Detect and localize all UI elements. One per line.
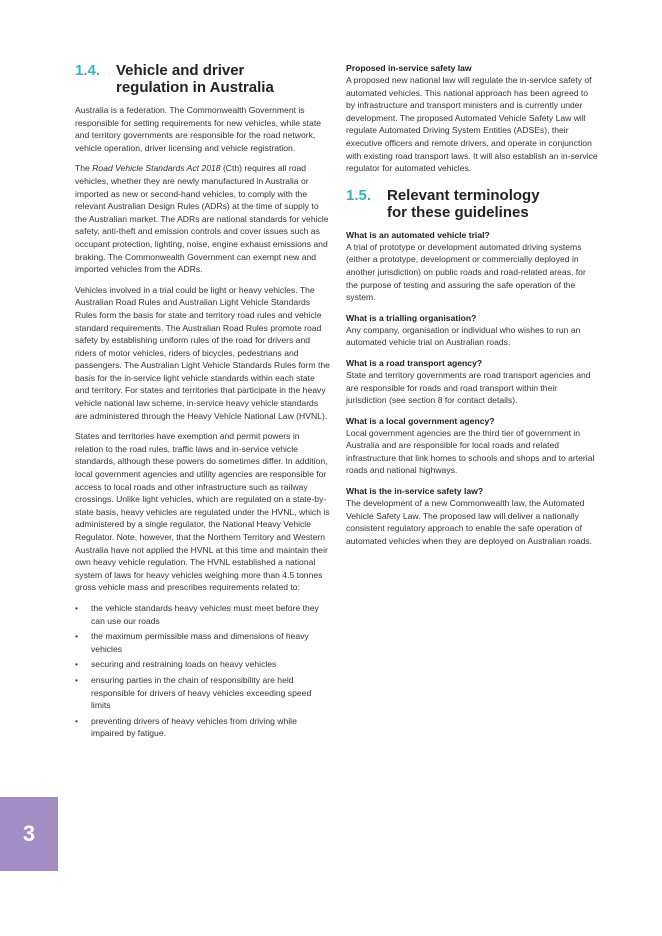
section-title-line: Vehicle and driver	[116, 62, 245, 79]
section-title-line: Relevant terminology	[387, 186, 540, 204]
section-title	[387, 187, 540, 221]
page-number-tab: 3	[0, 797, 58, 871]
term-question: What is a local government agency?	[346, 415, 495, 426]
term-answer: A trial of prototype or development automated driving systems (either a prototype, development or commercially deployed in another jurisdiction) on public roads and road-related areas, for the purpose of testing and assuring the safe operation of the system.	[346, 241, 586, 303]
list-item: • securing and restraining loads on heavy vehicles	[75, 658, 330, 671]
section-title	[116, 62, 274, 96]
section-number: 1.5.	[346, 186, 372, 204]
act-title: Road Vehicle Standards Act 2018	[92, 163, 221, 174]
paragraph-text: The	[75, 163, 93, 174]
list-item: • preventing drivers of heavy vehicles from driving while impaired by fatigue.	[75, 715, 330, 740]
term-answer: The development of a new Commonwealth law, the Automated Vehicle Safety Law. The proposed law will deliver a nationally consistent regulatory approach to enable the safe operation of automated vehicles when they are deployed on Australian roads.	[346, 498, 593, 546]
paragraph: States and territories have exemption and permit powers in relation to the road rules, traffic laws and in-service vehicle standards, although these powers do sometimes differ. In addition, local government agencies and utility agencies are responsible for access to local roads and other infrastructure such as railway crossings. Unlike light vehicles, which are regulated on a state-by-state basis, heavy vehicles are regulated under the HVNL, which is administered by a single regulator, the National Heavy Vehicle Regulator. Note, however, that the Northern Territory and Western Australia have not applied the HVNL at this time and maintain their own heavy vehicle regulation. The HVNL established a national system of laws for heavy vehicles weighing more than 4.5 tonnes gross vehicle mass and prescribes requirements related to:	[75, 431, 330, 593]
paragraph: A proposed new national law will regulate the in-service safety of automated vehicles. This national approach has been agreed to by infrastructure and transport ministers and is currently under development. The proposed Automated Vehicle Safety Law will regulate Automated Driving System Entities (ADSEs), their executive officers and remote drivers, and operate in conjunction with existing road transport laws. It will also establish an in-service regulator for automated vehicles.	[346, 75, 598, 174]
term-question: What is an automated vehicle trial?	[346, 229, 490, 240]
left-column	[75, 62, 330, 743]
paragraph: Australia is a federation. The Commonwealth Government is responsible for setting requirements for new vehicles, while state and territory governments are responsible for the road network, vehicle operation, driver licensing and vehicle registration.	[75, 105, 321, 153]
list-item: • the vehicle standards heavy vehicles must meet before they can use our roads	[75, 602, 330, 627]
term-question: What is the in-service safety law?	[346, 486, 484, 497]
section-title-line: for these guidelines	[387, 203, 529, 221]
right-column	[346, 62, 598, 555]
term-answer: State and territory governments are road transport agencies and are responsible for roads and road transport within their jurisdiction (see section 8 for contact details).	[346, 369, 591, 406]
list-item: • ensuring parties in the chain of responsibility are held responsible for drivers of heavy vehicles exceeding speed limits	[75, 674, 330, 712]
section-number: 1.4.	[75, 62, 101, 79]
term-answer: Any company, organisation or individual who wishes to run an automated vehicle trial on Australian roads.	[346, 324, 581, 348]
list-item: • the maximum permissible mass and dimensions of heavy vehicles	[75, 630, 330, 655]
paragraph: Vehicles involved in a trial could be light or heavy vehicles. The Australian Road Rules and Australian Light Vehicle Standards Rules form the basis for state and territory road rules and vehicle standard requirements. The Australian Road Rules promote road safety by establishing uniform rules of the road for drivers and riders of motor vehicles, riders of bicycles, pedestrians and passengers. The Australian Light Vehicle Standards Rules form the basis for the in-service light vehicle standards within each state and territory. For states and territories that participate in the heavy vehicle national law scheme, in-service heavy vehicle standards are administered through the Heavy Vehicle National Law (HVNL).	[75, 284, 330, 421]
term-answer: Local government agencies are the third tier of government in Australia and are responsible for local roads and related infrastructure that link homes to schools and shops and to arterial roads and national highways.	[346, 427, 595, 476]
section-1-4-heading	[75, 62, 330, 96]
section-1-5-heading	[346, 187, 598, 221]
term-question: What is a road transport agency?	[346, 357, 483, 368]
subheading: Proposed in-service safety law	[346, 63, 472, 73]
section-title-line: regulation in Australia	[116, 79, 274, 96]
paragraph-text: (Cth) requires all road vehicles, whether they are newly manufactured in Australia or imported as new or second-hand vehicles, to comply with the relevant Australian Design Rules (ADRs) at the time of supply to the Australian market. The ADRs are national standards for vehicle safety, anti-theft and emission controls and cover issues such as occupant protection, lighting, noise, engine exhaust emissions and braking. The Commonwealth Government can exempt new and imported vehicles from the ADRs.	[75, 163, 329, 275]
requirements-list	[75, 602, 330, 740]
term-question: What is a trialling organisation?	[346, 312, 477, 323]
paragraph	[75, 162, 330, 275]
